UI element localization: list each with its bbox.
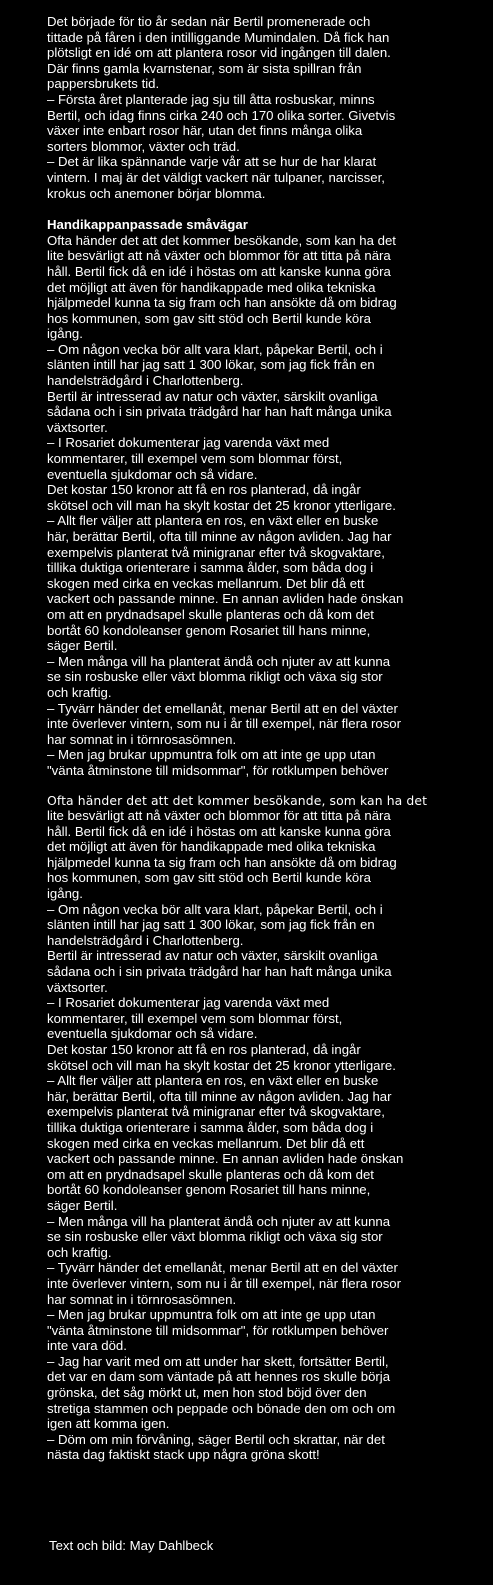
paragraph: – Om någon vecka bör allt vara klart, påpekar Bertil, och i slänten intill har jag satt 1 300 lökar, som jag fick från en handelsträdgård i Charlottenberg.	[47, 901, 383, 948]
paragraph: Det kostar 150 kronor att få en ros planterad, då ingår skötsel och vill man ha skylt kostar det 25 kronor ytterligare.	[47, 482, 396, 513]
article-section-1	[47, 233, 457, 779]
paragraph: – Det är lika spännande varje vår att se hur de har klarat vintern. I maj är det väldigt vackert när tulpaner, narcisser, krokus och anemoner börjar blomma.	[47, 154, 385, 201]
paragraph: – Tyvärr händer det emellanåt, menar Bertil att en del växter inte överlever vintern, som nu i år till exempel, när flera rosor har somnat in i törnrosasömnen.	[47, 1260, 402, 1307]
article	[47, 14, 457, 1463]
paragraph: Bertil är intresserad av natur och växter, särskilt ovanliga sådana och i sin privata trädgård har han haft många unika växtsorter.	[47, 948, 392, 995]
paragraph: – Allt fler väljer att plantera en ros, en växt eller en buske här, berättar Bertil, ofta till minne av någon avliden. Jag har exempelvis planterat två minigranar efter två skogvaktare, tillika duktiga orienterare i samma ålder, som båda dog i skogen med cirka en veckas mellanrum. Det blir då ett vackert och passande minne. En annan avliden hade önskan om att en prydnadsapel skulle planteras och då kom det bortåt 60 kondoleanser genom Rosariet till hans minne, säger Bertil.	[47, 513, 404, 654]
paragraph: Ofta händer det att det kommer besökande, som kan ha det lite besvärligt att nå växter och blommor för att titta på nära håll. Bertil fick då en idé i höstas om att kanske kunna göra det möjligt att även för handikappade med olika tekniska hjälpmedel kunna ta sig fram och han ansökte då om bidrag hos kommunen, som gav sitt stöd och Bertil kunde köra igång.	[47, 232, 397, 342]
article-section-2	[47, 793, 457, 1464]
paragraph: Det kostar 150 kronor att få en ros planterad, då ingår skötsel och vill man ha skylt kostar det 25 kronor ytterligare.	[47, 1042, 396, 1073]
paragraph: Bertil är intresserad av natur och växter, särskilt ovanliga sådana och i sin privata trädgård har han haft många unika växtsorter.	[47, 388, 392, 435]
paragraph: – I Rosariet dokumenterar jag varenda växt med kommentarer, till exempel vem som blommar först, eventuella sjukdomar och så vidare.	[47, 435, 343, 482]
paragraph: – Allt fler väljer att plantera en ros, en växt eller en buske här, berättar Bertil, ofta till minne av någon avliden. Jag har exempelvis planterat två minigranar efter två skogvaktare, tillika duktiga orienterare i samma ålder, som båda dog i skogen med cirka en veckas mellanrum. Det blir då ett vackert och passande minne. En annan avliden hade önskan om att en prydnadsapel skulle planteras och då kom det bortåt 60 kondoleanser genom Rosariet till hans minne, säger Bertil.	[47, 1073, 404, 1213]
paragraph: – Tyvärr händer det emellanåt, menar Bertil att en del växter inte överlever vintern, som nu i år till exempel, när flera rosor har somnat in i törnrosasömnen.	[47, 700, 402, 747]
article-intro	[47, 14, 457, 201]
paragraph: – Men jag brukar uppmuntra folk om att inte ge upp utan "vänta åtminstone till midsommar", för rotklumpen behöver inte vara död.	[47, 1307, 389, 1354]
paragraph: – Men många vill ha planterat ändå och njuter av att kunna se sin rosbuske eller växt blomma rikligt och växa sig stor och kraftig.	[47, 653, 391, 700]
paragraph: – Döm om min förvåning, säger Bertil och skrattar, när det nästa dag faktiskt stack upp några gröna skott!	[47, 1431, 385, 1463]
paragraph: Det började för tio år sedan när Bertil promenerade och tittade på fåren i den intilliggande Mumindalen. Då fick han plötsligt en idé om att plantera rosor vid ingången till dalen. Där finns gamla kvarnstenar, som är sista spillran från pappersbrukets tid.	[47, 14, 391, 92]
article-credit: Text och bild: May Dahlbeck	[49, 1538, 214, 1553]
paragraph: – Men jag brukar uppmuntra folk om att inte ge upp utan "vänta åtminstone till midsommar", för rotklumpen behöver	[47, 747, 389, 778]
paragraph: – Om någon vecka bör allt vara klart, påpekar Bertil, och i slänten intill har jag satt 1 300 lökar, som jag fick från en handelsträdgård i Charlottenberg.	[47, 341, 383, 389]
paragraph: – Men många vill ha planterat ändå och njuter av att kunna se sin rosbuske eller växt blomma rikligt och växa sig stor och kraftig.	[47, 1213, 391, 1260]
section-heading: Handikappanpassade småvägar	[47, 217, 248, 233]
paragraph: – Jag har varit med om att under har skett, fortsätter Bertil, det var en dam som väntade på att hennes ros skulle börja grönska, det såg mörkt ut, men hon stod böjd över den stretiga stammen och peppade och bönade den om och om igen att komma igen.	[47, 1353, 396, 1432]
paragraph: lite besvärligt att nå växter och blommor för att titta på nära håll. Bertil fick då en idé i höstas om att kanske kunna göra det möjligt att även för handikappade med olika tekniska hjälpmedel kunna ta sig fram och han ansökte då om bidrag hos kommunen, som gav sitt stöd och Bertil kunde köra igång.	[47, 808, 397, 902]
paragraph: – Första året planterade jag sju till åtta rosbuskar, minns Bertil, och idag finns cirka 240 och 170 olika sorter. Givetvis växer inte enbart rosor här, utan det finns många olika sorters blommor, växter och träd.	[47, 91, 396, 154]
paragraph-first-line: Ofta händer det att det kommer besökande, som kan ha det	[47, 792, 428, 808]
paragraph: – I Rosariet dokumenterar jag varenda växt med kommentarer, till exempel vem som blommar först, eventuella sjukdomar och så vidare.	[47, 995, 343, 1042]
